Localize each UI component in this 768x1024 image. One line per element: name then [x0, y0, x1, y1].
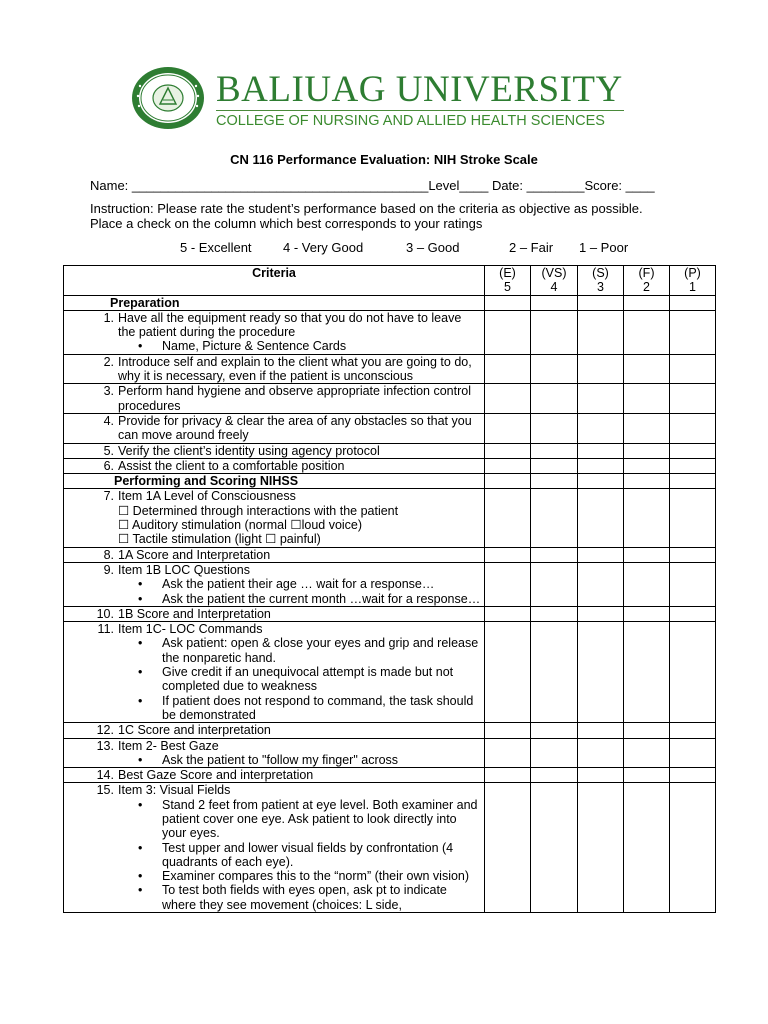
section-preparation: Preparation [64, 295, 485, 310]
rating-cell[interactable] [624, 354, 670, 384]
criteria-header: Criteria [64, 266, 485, 296]
checkbox-item: ☐ Auditory stimulation (normal ☐loud voice) [118, 518, 363, 533]
rating-cell[interactable] [670, 547, 716, 562]
table-row [64, 413, 716, 443]
rating-header-e: (E) 5 [485, 266, 531, 296]
scale-2: 2 – Fair [509, 240, 554, 255]
rating-cell[interactable] [578, 547, 624, 562]
rating-cell[interactable] [670, 474, 716, 489]
bullet-item: • Name, Picture & Sentence Cards [66, 339, 482, 353]
rating-cell[interactable] [578, 562, 624, 606]
criteria-cell: 12. 1C Score and interpretation [64, 723, 485, 738]
table-row [64, 783, 716, 913]
rating-cell[interactable] [578, 474, 624, 489]
rating-cell[interactable] [578, 606, 624, 621]
table-row [64, 458, 716, 473]
rating-header-s: (S) 3 [578, 266, 624, 296]
rating-cell[interactable] [531, 768, 578, 783]
rating-cell[interactable] [485, 354, 531, 384]
bullet-item: • Give credit if an unequivocal attempt is made but not completed due to weakness [66, 665, 482, 694]
criteria-text: Verify the client’s identity using agency protocol [118, 443, 380, 458]
section-row [64, 295, 716, 310]
rating-cell[interactable] [485, 295, 531, 310]
rating-cell[interactable] [485, 413, 531, 443]
rating-header-vs: (VS) 4 [531, 266, 578, 296]
rating-cell[interactable] [531, 474, 578, 489]
rating-cell[interactable] [670, 310, 716, 354]
table-row [64, 547, 716, 562]
rating-cell[interactable] [531, 489, 578, 547]
rating-cell[interactable] [624, 489, 670, 547]
checkbox-item: ☐ Tactile stimulation (light ☐ painful) [118, 532, 321, 547]
rating-cell[interactable] [670, 606, 716, 621]
rating-cell[interactable] [578, 723, 624, 738]
rating-cell[interactable] [624, 723, 670, 738]
rating-cell[interactable] [670, 458, 716, 473]
rating-cell[interactable] [485, 606, 531, 621]
criteria-text: Item 3: Visual Fields [118, 783, 231, 798]
criteria-cell: 14. Best Gaze Score and interpretation [64, 768, 485, 783]
rating-cell[interactable] [624, 783, 670, 913]
criteria-cell: 10. 1B Score and Interpretation [64, 606, 485, 621]
instruction-line-2: Place a check on the column which best corresponds to your ratings [90, 215, 483, 231]
rating-cell[interactable] [624, 443, 670, 458]
rating-cell[interactable] [624, 768, 670, 783]
rating-cell[interactable] [624, 562, 670, 606]
criteria-text: Item 1A Level of Consciousness [118, 489, 296, 504]
rating-cell[interactable] [624, 606, 670, 621]
rating-cell[interactable] [578, 443, 624, 458]
bullet-item: • Ask the patient their age … wait for a response… [66, 577, 482, 591]
criteria-cell: 4. Provide for privacy & clear the area of any obstacles so that you can move around freely [64, 413, 485, 443]
criteria-text: 1A Score and Interpretation [118, 547, 271, 562]
rating-cell[interactable] [531, 295, 578, 310]
rating-cell[interactable] [485, 489, 531, 547]
criteria-text: 1C Score and interpretation [118, 723, 271, 738]
criteria-text: Item 1C- LOC Commands [118, 622, 263, 637]
criteria-text: Have all the equipment ready so that you do not have to leave the patient during the procedure [118, 310, 462, 340]
table-row [64, 622, 716, 723]
table-row [64, 443, 716, 458]
rating-cell[interactable] [485, 443, 531, 458]
criteria-text: Perform hand hygiene and observe appropriate infection control procedures [118, 384, 471, 413]
bullet-item: • Ask the patient to "follow my finger" across [66, 753, 482, 767]
bullet-item: • Ask patient: open & close your eyes and grip and release the nonparetic hand. [66, 636, 482, 665]
rating-cell[interactable] [670, 622, 716, 723]
rating-cell[interactable] [531, 723, 578, 738]
rating-cell[interactable] [485, 783, 531, 913]
rating-cell[interactable] [578, 295, 624, 310]
rating-cell[interactable] [531, 622, 578, 723]
criteria-cell: 1. Have all the equipment ready so that you do not have to leave the patient during the procedure • Name, Picture & Sentence Cards [64, 310, 485, 354]
page-title: CN 116 Performance Evaluation: NIH Stroke Scale [230, 152, 538, 167]
scale-3: 3 – Good [406, 240, 460, 255]
criteria-text: Item 1B LOC Questions [118, 562, 251, 577]
university-name: BALIUAG UNIVERSITY [216, 69, 623, 110]
rating-cell[interactable] [624, 458, 670, 473]
rating-cell[interactable] [670, 354, 716, 384]
rating-cell[interactable] [531, 562, 578, 606]
rating-cell[interactable] [531, 458, 578, 473]
instruction-line-1: Instruction: Please rate the student’s performance based on the criteria as objective as possible. [90, 201, 643, 216]
rating-cell[interactable] [485, 474, 531, 489]
rating-cell[interactable] [624, 474, 670, 489]
rating-cell[interactable] [578, 310, 624, 354]
table-row [64, 738, 716, 768]
rating-cell[interactable] [485, 622, 531, 723]
table-row [64, 384, 716, 414]
rating-cell[interactable] [485, 547, 531, 562]
rating-cell[interactable] [578, 489, 624, 547]
rating-cell[interactable] [578, 783, 624, 913]
criteria-text: 1B Score and Interpretation [118, 606, 271, 621]
rating-cell[interactable] [670, 489, 716, 547]
bullet-item: • Examiner compares this to the “norm” (their own vision) [66, 869, 482, 883]
section-row [64, 474, 716, 489]
table-header-row [64, 266, 716, 296]
table-row [64, 489, 716, 547]
rating-header-f: (F) 2 [624, 266, 670, 296]
rating-cell[interactable] [531, 738, 578, 768]
rating-cell[interactable] [578, 458, 624, 473]
criteria-text: Best Gaze Score and interpretation [118, 768, 314, 783]
scale-1: 1 – Poor [579, 240, 629, 255]
rating-cell[interactable] [485, 458, 531, 473]
bullet-item: • Stand 2 feet from patient at eye level. Both examiner and patient cover one eye. Ask patient to look directly into your eyes. [66, 798, 482, 841]
criteria-cell: 7. Item 1A Level of Consciousness ☐ Determined through interactions with the patient ☐ Auditory stimulation (normal ☐loud voice) ☐ Tactile stimulation (light ☐ painful) [64, 489, 485, 547]
rating-cell[interactable] [485, 562, 531, 606]
rating-cell[interactable] [670, 413, 716, 443]
rating-cell[interactable] [531, 413, 578, 443]
instruction-text [90, 202, 690, 231]
rating-cell[interactable] [531, 310, 578, 354]
rating-cell[interactable] [624, 413, 670, 443]
bullet-item: • Ask the patient the current month …wait for a response… [66, 592, 482, 606]
criteria-cell: 8. 1A Score and Interpretation [64, 547, 485, 562]
rating-cell[interactable] [578, 354, 624, 384]
rating-cell[interactable] [670, 384, 716, 414]
rating-cell[interactable] [670, 295, 716, 310]
rating-cell[interactable] [624, 310, 670, 354]
rating-cell[interactable] [531, 547, 578, 562]
rating-cell[interactable] [485, 768, 531, 783]
rating-cell[interactable] [670, 443, 716, 458]
rating-cell[interactable] [670, 738, 716, 768]
rating-cell[interactable] [485, 738, 531, 768]
criteria-text: Introduce self and explain to the client what you are going to do, why it is necessary, even if the patient is unconscious [118, 354, 472, 384]
evaluation-table [63, 265, 716, 913]
rating-cell[interactable] [578, 384, 624, 414]
scale-4: 4 - Very Good [283, 240, 364, 255]
table-row [64, 354, 716, 384]
rating-cell[interactable] [670, 768, 716, 783]
rating-cell[interactable] [485, 310, 531, 354]
rating-cell[interactable] [485, 723, 531, 738]
table-row [64, 606, 716, 621]
rating-cell[interactable] [578, 622, 624, 723]
table-row [64, 562, 716, 606]
rating-cell[interactable] [578, 413, 624, 443]
rating-cell[interactable] [531, 783, 578, 913]
criteria-cell: 3. Perform hand hygiene and observe appropriate infection control procedures [64, 384, 485, 414]
rating-cell[interactable] [485, 384, 531, 414]
scale-5: 5 - Excellent [180, 240, 252, 255]
bullet-item: • To test both fields with eyes open, ask pt to indicate where they see movement (choices: L side, [66, 883, 482, 912]
criteria-cell: 5. Verify the client’s identity using agency protocol [64, 443, 485, 458]
rating-cell[interactable] [531, 443, 578, 458]
rating-cell[interactable] [624, 547, 670, 562]
university-seal-icon [130, 66, 206, 130]
criteria-text: Provide for privacy & clear the area of any obstacles so that you can move around freely [118, 413, 472, 443]
header-rule [216, 110, 624, 111]
rating-cell[interactable] [578, 768, 624, 783]
rating-cell[interactable] [670, 723, 716, 738]
criteria-cell: 9. Item 1B LOC Questions • Ask the patient their age … wait for a response… • Ask the patient the current month …wait for a response… [64, 562, 485, 606]
rating-scale-legend [180, 240, 628, 255]
rating-cell[interactable] [531, 606, 578, 621]
criteria-text: Assist the client to a comfortable position [118, 458, 345, 473]
table-row [64, 768, 716, 783]
rating-cell[interactable] [624, 295, 670, 310]
criteria-cell: 15. Item 3: Visual Fields • Stand 2 feet from patient at eye level. Both examiner and patient cover one eye. Ask patient to look directly into your eyes. • Test upper and lower visual fields by confrontation (4 quadrants of each eye). • Examiner compares this to the “norm” (their own vision) • To test both fields with eyes open, ask pt to indicate where they see movement (choices: L side, [64, 783, 485, 913]
criteria-text: Item 2- Best Gaze [118, 738, 219, 753]
rating-cell[interactable] [624, 738, 670, 768]
criteria-cell: 2. Introduce self and explain to the client what you are going to do, why it is necessary, even if the patient is unconscious [64, 354, 485, 384]
section-performing: Performing and Scoring NIHSS [64, 474, 485, 489]
rating-cell[interactable] [670, 783, 716, 913]
criteria-cell: 6. Assist the client to a comfortable position [64, 458, 485, 473]
bullet-item: • Test upper and lower visual fields by confrontation (4 quadrants of each eye). [66, 841, 482, 870]
criteria-cell: 13. Item 2- Best Gaze • Ask the patient to "follow my finger" across [64, 738, 485, 768]
table-row [64, 310, 716, 354]
rating-cell[interactable] [624, 622, 670, 723]
checkbox-item: ☐ Determined through interactions with the patient [118, 503, 399, 518]
letterhead [130, 66, 630, 130]
name-level-date-score-line: Name: _________________________________________Level____ Date: ________Score: ____ [90, 178, 655, 193]
college-name: COLLEGE OF NURSING AND ALLIED HEALTH SCIENCES [216, 113, 605, 129]
criteria-cell: 11. Item 1C- LOC Commands • Ask patient: open & close your eyes and grip and release the nonparetic hand. • Give credit if an unequivocal attempt is made but not completed due to weakness • If patient does not respond to command, the task should be demonstrated [64, 622, 485, 723]
rating-header-p: (P) 1 [670, 266, 716, 296]
bullet-item: • If patient does not respond to command, the task should be demonstrated [66, 694, 482, 723]
rating-cell[interactable] [624, 384, 670, 414]
rating-cell[interactable] [578, 738, 624, 768]
rating-cell[interactable] [531, 384, 578, 414]
rating-cell[interactable] [531, 354, 578, 384]
rating-cell[interactable] [670, 562, 716, 606]
table-row [64, 723, 716, 738]
